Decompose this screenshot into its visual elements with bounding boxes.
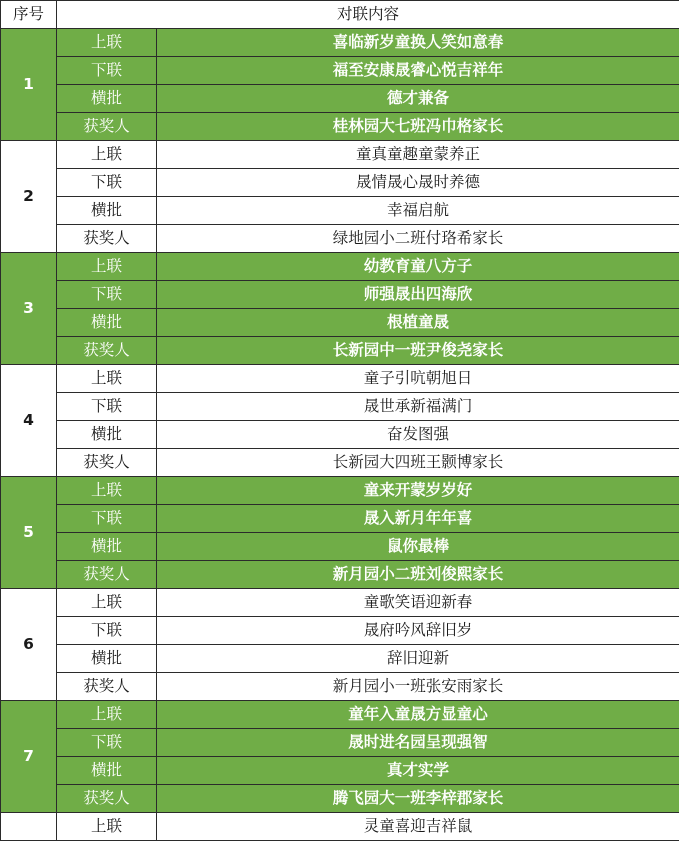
header-number: 序号 (1, 1, 57, 29)
table-row (1, 701, 679, 729)
table-row (1, 449, 679, 477)
row-content: 童歌笑语迎新春 (157, 589, 679, 617)
table-row (1, 253, 679, 281)
table-row (1, 645, 679, 673)
table-row (1, 757, 679, 785)
row-content: 晟情晟心晟时养德 (157, 169, 679, 197)
row-content: 晟府吟风辞旧岁 (157, 617, 679, 645)
row-label: 下联 (57, 617, 157, 645)
row-label: 上联 (57, 477, 157, 505)
row-label: 横批 (57, 421, 157, 449)
entry-number: 3 (1, 253, 57, 365)
row-content: 长新园大四班王颢博家长 (157, 449, 679, 477)
row-label: 横批 (57, 645, 157, 673)
entry-number: 1 (1, 29, 57, 141)
table-row (1, 309, 679, 337)
row-label: 上联 (57, 589, 157, 617)
entry-number: 4 (1, 365, 57, 477)
row-content: 辞旧迎新 (157, 645, 679, 673)
row-content: 童年入童晟方显童心 (157, 701, 679, 729)
entry-number: 6 (1, 589, 57, 701)
row-label: 横批 (57, 533, 157, 561)
row-label: 下联 (57, 169, 157, 197)
row-label: 上联 (57, 365, 157, 393)
row-label: 下联 (57, 505, 157, 533)
table-row (1, 225, 679, 253)
row-content: 晟世承新福满门 (157, 393, 679, 421)
table-row (1, 505, 679, 533)
row-label: 上联 (57, 29, 157, 57)
row-content: 腾飞园大一班李梓郡家长 (157, 785, 679, 813)
row-content: 师强晟出四海欣 (157, 281, 679, 309)
header-content: 对联内容 (57, 1, 679, 29)
row-label: 获奖人 (57, 113, 157, 141)
table-row (1, 421, 679, 449)
entry-number (1, 813, 57, 841)
row-label: 获奖人 (57, 561, 157, 589)
table-row (1, 813, 679, 841)
row-label: 获奖人 (57, 449, 157, 477)
row-content: 灵童喜迎吉祥鼠 (157, 813, 679, 841)
row-content: 幼教育童八方子 (157, 253, 679, 281)
row-content: 新月园小一班张安雨家长 (157, 673, 679, 701)
entry-number: 5 (1, 477, 57, 589)
row-label: 获奖人 (57, 673, 157, 701)
table-row (1, 85, 679, 113)
row-label: 横批 (57, 85, 157, 113)
table-row (1, 141, 679, 169)
row-label: 下联 (57, 57, 157, 85)
table-row (1, 29, 679, 57)
row-content: 幸福启航 (157, 197, 679, 225)
row-label: 上联 (57, 253, 157, 281)
table-row (1, 477, 679, 505)
row-label: 下联 (57, 729, 157, 757)
row-content: 晟时进名园呈现强智 (157, 729, 679, 757)
row-label: 获奖人 (57, 785, 157, 813)
row-content: 童子引吭朝旭日 (157, 365, 679, 393)
row-label: 下联 (57, 281, 157, 309)
row-label: 横批 (57, 309, 157, 337)
table-row (1, 169, 679, 197)
row-label: 上联 (57, 813, 157, 841)
table-row (1, 785, 679, 813)
table-row (1, 533, 679, 561)
table-row (1, 393, 679, 421)
table-row (1, 337, 679, 365)
row-content: 奋发图强 (157, 421, 679, 449)
row-content: 鼠你最棒 (157, 533, 679, 561)
row-content: 晟入新月年年喜 (157, 505, 679, 533)
row-label: 横批 (57, 757, 157, 785)
row-content: 新月园小二班刘俊熙家长 (157, 561, 679, 589)
table-row (1, 113, 679, 141)
row-content: 喜临新岁童换人笑如意春 (157, 29, 679, 57)
entry-number: 7 (1, 701, 57, 813)
row-content: 长新园中一班尹俊尧家长 (157, 337, 679, 365)
row-label: 获奖人 (57, 225, 157, 253)
table-row (1, 729, 679, 757)
row-label: 横批 (57, 197, 157, 225)
row-label: 上联 (57, 141, 157, 169)
table-row (1, 589, 679, 617)
row-content: 根植童晟 (157, 309, 679, 337)
table-row (1, 617, 679, 645)
row-label: 下联 (57, 393, 157, 421)
row-content: 童来开蒙岁岁好 (157, 477, 679, 505)
table-row (1, 561, 679, 589)
row-content: 童真童趣童蒙养正 (157, 141, 679, 169)
row-label: 获奖人 (57, 337, 157, 365)
entry-number: 2 (1, 141, 57, 253)
table-header-row (1, 1, 679, 29)
table-body (1, 1, 679, 841)
table-row (1, 57, 679, 85)
row-content: 德才兼备 (157, 85, 679, 113)
row-content: 真才实学 (157, 757, 679, 785)
row-content: 福至安康晟睿心悦吉祥年 (157, 57, 679, 85)
table-row (1, 281, 679, 309)
row-label: 上联 (57, 701, 157, 729)
table-row (1, 365, 679, 393)
row-content: 桂林园大七班冯巾格家长 (157, 113, 679, 141)
table-row (1, 197, 679, 225)
table-row (1, 673, 679, 701)
row-content: 绿地园小二班付珞希家长 (157, 225, 679, 253)
